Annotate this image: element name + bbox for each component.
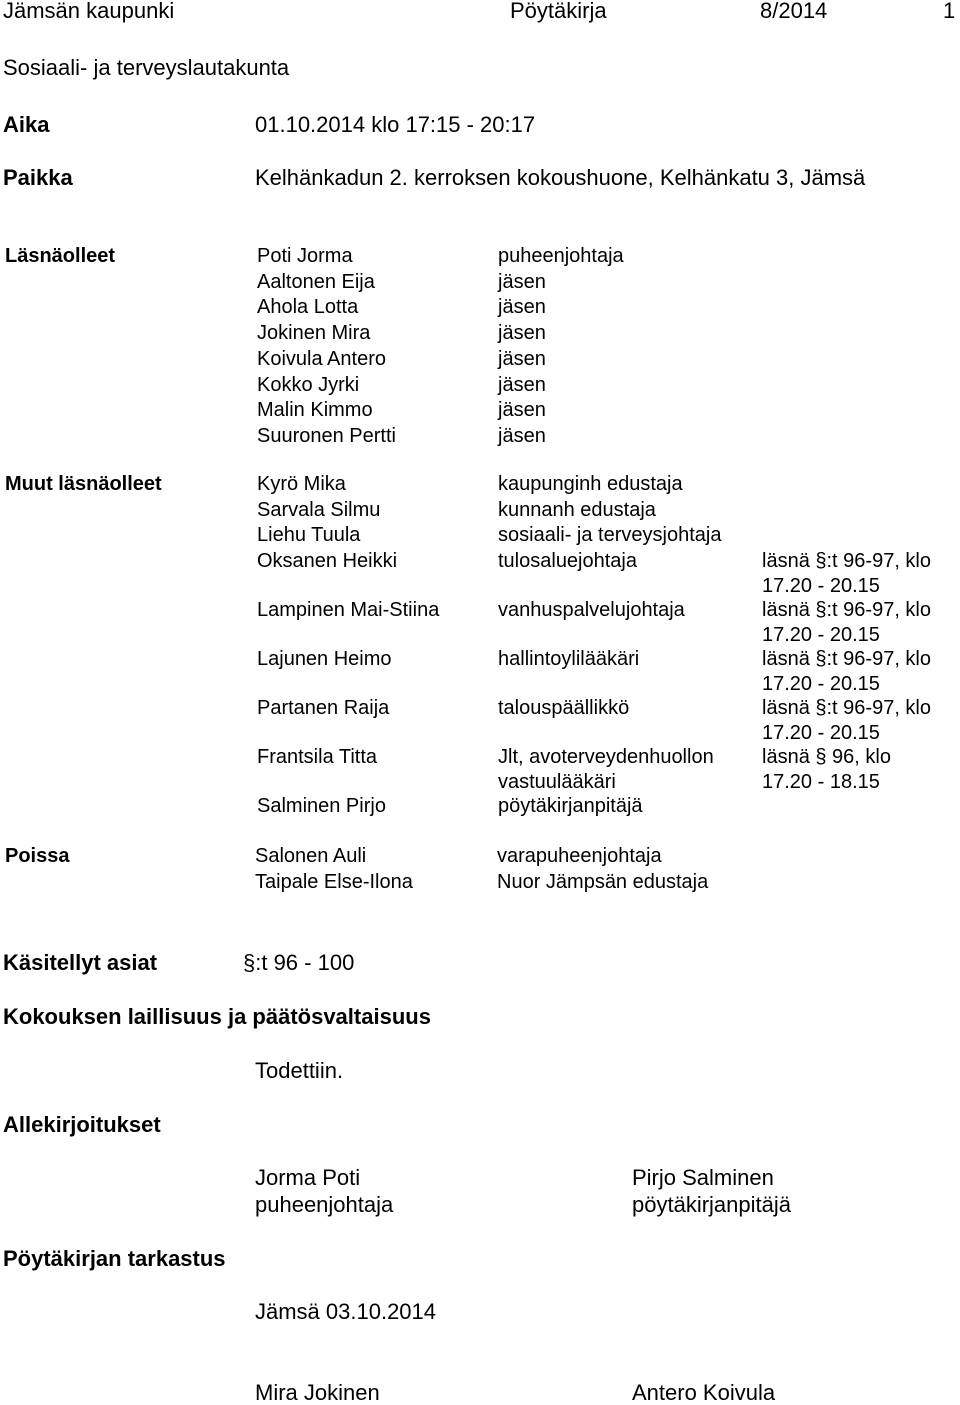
present-label: Läsnäolleet	[5, 245, 116, 267]
attendance-note: läsnä §:t 96-97, klo	[762, 697, 931, 719]
member-role: jäsen	[498, 424, 546, 447]
committee-name: Sosiaali- ja terveyslautakunta	[3, 55, 290, 80]
member-name: Kokko Jyrki	[257, 373, 360, 396]
member-role: vanhuspalvelujohtaja	[498, 599, 685, 621]
member-role: jäsen	[498, 347, 546, 370]
document-number: 8/2014	[760, 0, 828, 23]
member-role: puheenjohtaja	[498, 245, 624, 267]
city-name: Jämsän kaupunki	[3, 0, 175, 23]
attendance-time: 17.20 - 20.15	[762, 624, 880, 646]
member-role-continued: vastuulääkäri	[498, 771, 616, 793]
member-role: jäsen	[498, 399, 546, 422]
member-name: Ahola Lotta	[257, 296, 359, 319]
member-name: Partanen Raija	[257, 697, 390, 719]
signature-right-name: Pirjo Salminen	[632, 1165, 774, 1190]
member-name: Frantsila Titta	[257, 746, 378, 768]
member-role: jäsen	[498, 270, 546, 293]
review-label: Pöytäkirjan tarkastus	[3, 1246, 226, 1271]
attendance-note: läsnä §:t 96-97, klo	[762, 550, 931, 572]
member-name: Koivula Antero	[257, 347, 386, 370]
attendance-time: 17.20 - 20.15	[762, 575, 880, 597]
signature-left-title: puheenjohtaja	[255, 1192, 394, 1217]
document-type: Pöytäkirja	[510, 0, 607, 23]
member-role: tulosaluejohtaja	[498, 550, 637, 572]
member-name: Aaltonen Eija	[257, 270, 375, 293]
signatures-label: Allekirjoitukset	[3, 1112, 161, 1137]
absent-label: Poissa	[5, 845, 70, 867]
member-role: talouspäällikkö	[498, 697, 630, 719]
review-place-date: Jämsä 03.10.2014	[255, 1299, 437, 1324]
member-role: hallintoylilääkäri	[498, 648, 640, 670]
member-name: Malin Kimmo	[257, 399, 373, 422]
attendance-time: 17.20 - 20.15	[762, 722, 880, 744]
member-role: kunnanh edustaja	[498, 499, 656, 521]
legality-value: Todettiin.	[255, 1058, 344, 1083]
reviewer-right: Antero Koivula	[632, 1380, 776, 1405]
time-label: Aika	[3, 112, 50, 137]
member-name: Taipale Else-Ilona	[255, 871, 413, 893]
time-value: 01.10.2014 klo 17:15 - 20:17	[255, 112, 536, 137]
member-name: Jokinen Mira	[257, 322, 371, 345]
member-role: jäsen	[498, 322, 546, 345]
member-role: Jlt, avoterveydenhuollon	[498, 746, 714, 768]
member-name: Kyrö Mika	[257, 473, 346, 495]
handled-value: §:t 96 - 100	[243, 950, 355, 975]
member-role: jäsen	[498, 296, 546, 319]
signature-right-title: pöytäkirjanpitäjä	[632, 1192, 791, 1217]
place-label: Paikka	[3, 165, 73, 190]
member-role: jäsen	[498, 373, 546, 396]
attendance-note: läsnä § 96, klo	[762, 746, 891, 768]
member-role: pöytäkirjanpitäjä	[498, 795, 643, 817]
handled-label: Käsitellyt asiat	[3, 950, 158, 975]
attendance-note: läsnä §:t 96-97, klo	[762, 648, 931, 670]
member-name: Suuronen Pertti	[257, 424, 396, 447]
member-name: Salonen Auli	[255, 845, 367, 867]
member-name: Lampinen Mai-Stiina	[257, 599, 440, 621]
member-name: Liehu Tuula	[257, 524, 361, 546]
member-name: Salminen Pirjo	[257, 795, 386, 817]
page-number: 1	[943, 0, 956, 23]
place-value: Kelhänkadun 2. kerroksen kokoushuone, Kelhänkatu 3, Jämsä	[255, 165, 866, 190]
member-role: kaupunginh edustaja	[498, 473, 683, 495]
member-name: Poti Jorma	[257, 245, 353, 267]
attendance-time: 17.20 - 20.15	[762, 673, 880, 695]
legality-label: Kokouksen laillisuus ja päätösvaltaisuus	[3, 1004, 431, 1029]
member-name: Lajunen Heimo	[257, 648, 392, 670]
member-role: varapuheenjohtaja	[497, 845, 662, 867]
signature-left-name: Jorma Poti	[255, 1165, 361, 1190]
member-name: Oksanen Heikki	[257, 550, 398, 572]
others-label: Muut läsnäolleet	[5, 473, 162, 495]
reviewer-left: Mira Jokinen	[255, 1380, 380, 1405]
member-role: Nuor Jämpsän edustaja	[497, 871, 709, 893]
attendance-note: läsnä §:t 96-97, klo	[762, 599, 931, 621]
member-name: Sarvala Silmu	[257, 499, 381, 521]
member-role: sosiaali- ja terveysjohtaja	[498, 524, 722, 546]
attendance-time: 17.20 - 18.15	[762, 771, 880, 793]
